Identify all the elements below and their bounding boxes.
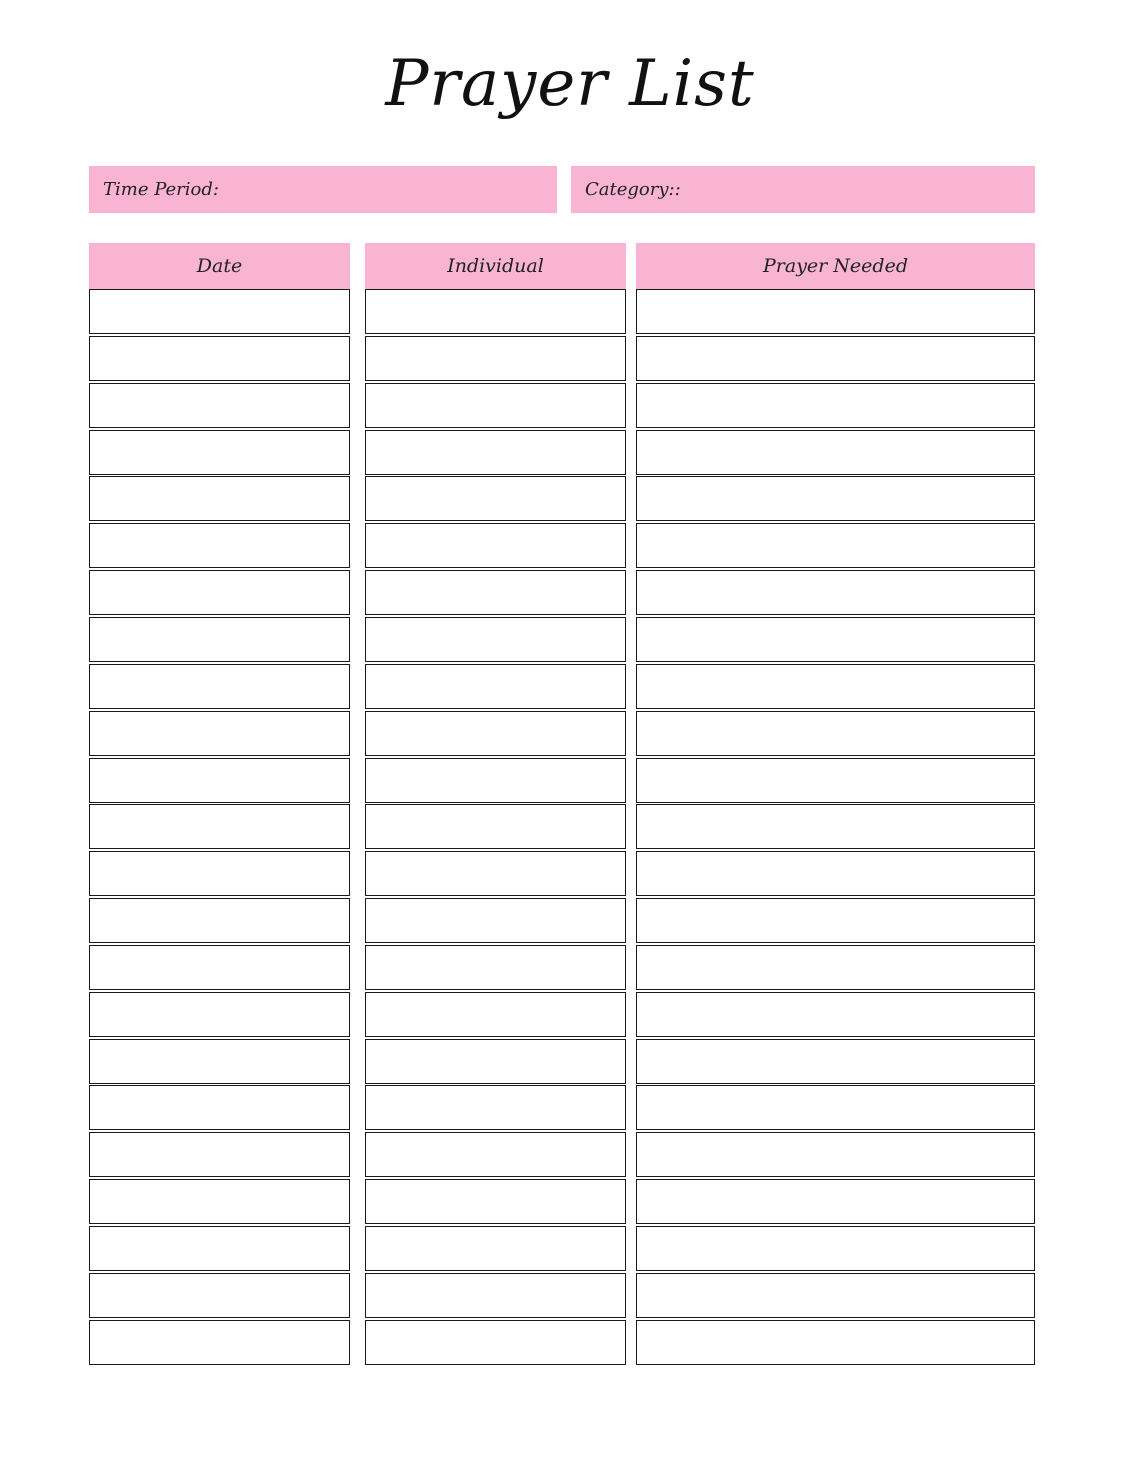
individual-cell[interactable] [365,851,626,896]
individual-cell[interactable] [365,992,626,1037]
date-cell[interactable] [89,523,350,568]
date-cell[interactable] [89,336,350,381]
time-period-field[interactable] [89,166,557,213]
date-cell[interactable] [89,570,350,615]
individual-cell[interactable] [365,945,626,990]
prayer-needed-cell[interactable] [636,570,1035,615]
prayer-needed-cell[interactable] [636,1085,1035,1130]
prayer-needed-cell[interactable] [636,476,1035,521]
prayer-needed-cell[interactable] [636,945,1035,990]
category-label: Category:: [585,179,681,200]
individual-cell[interactable] [365,476,626,521]
prayer-needed-cell[interactable] [636,851,1035,896]
prayer-needed-cell[interactable] [636,1132,1035,1177]
date-cell[interactable] [89,476,350,521]
individual-cell[interactable] [365,1085,626,1130]
date-cell[interactable] [89,758,350,803]
individual-cell[interactable] [365,523,626,568]
date-cell[interactable] [89,289,350,334]
date-cell[interactable] [89,711,350,756]
prayer-needed-cell[interactable] [636,804,1035,849]
prayer-needed-cell[interactable] [636,523,1035,568]
column-header-prayer-needed-label: Prayer Needed [763,255,908,277]
column-header-prayer-needed [636,243,1035,289]
date-cell[interactable] [89,851,350,896]
category-field[interactable] [571,166,1035,213]
prayer-needed-cell[interactable] [636,992,1035,1037]
individual-cell[interactable] [365,1179,626,1224]
date-cell[interactable] [89,804,350,849]
date-cell[interactable] [89,383,350,428]
date-cell[interactable] [89,945,350,990]
prayer-needed-cell[interactable] [636,430,1035,475]
prayer-needed-cell[interactable] [636,758,1035,803]
individual-cell[interactable] [365,1226,626,1271]
prayer-needed-cell[interactable] [636,898,1035,943]
individual-cell[interactable] [365,898,626,943]
individual-cell[interactable] [365,383,626,428]
date-cell[interactable] [89,617,350,662]
individual-cell[interactable] [365,570,626,615]
time-period-label: Time Period: [103,179,219,200]
individual-cell[interactable] [365,289,626,334]
date-cell[interactable] [89,1179,350,1224]
prayer-needed-cell[interactable] [636,664,1035,709]
individual-cell[interactable] [365,1132,626,1177]
prayer-needed-cell[interactable] [636,383,1035,428]
column-header-individual [365,243,626,289]
prayer-needed-cell[interactable] [636,617,1035,662]
prayer-needed-cell[interactable] [636,1179,1035,1224]
individual-cell[interactable] [365,711,626,756]
individual-cell[interactable] [365,664,626,709]
date-cell[interactable] [89,430,350,475]
prayer-needed-cell[interactable] [636,1226,1035,1271]
individual-cell[interactable] [365,1039,626,1084]
date-cell[interactable] [89,1273,350,1318]
prayer-needed-cell[interactable] [636,289,1035,334]
column-header-individual-label: Individual [447,255,544,277]
date-cell[interactable] [89,992,350,1037]
individual-cell[interactable] [365,430,626,475]
column-header-date [89,243,350,289]
individual-cell[interactable] [365,1273,626,1318]
individual-cell[interactable] [365,617,626,662]
column-header-date-label: Date [196,255,243,277]
date-cell[interactable] [89,1226,350,1271]
individual-cell[interactable] [365,804,626,849]
individual-cell[interactable] [365,336,626,381]
prayer-needed-cell[interactable] [636,1273,1035,1318]
prayer-needed-cell[interactable] [636,711,1035,756]
date-cell[interactable] [89,1132,350,1177]
date-cell[interactable] [89,1085,350,1130]
prayer-needed-cell[interactable] [636,1320,1035,1365]
date-cell[interactable] [89,1320,350,1365]
prayer-needed-cell[interactable] [636,1039,1035,1084]
prayer-needed-cell[interactable] [636,336,1035,381]
date-cell[interactable] [89,664,350,709]
page-title: Prayer List [385,47,755,121]
individual-cell[interactable] [365,758,626,803]
date-cell[interactable] [89,1039,350,1084]
date-cell[interactable] [89,898,350,943]
individual-cell[interactable] [365,1320,626,1365]
